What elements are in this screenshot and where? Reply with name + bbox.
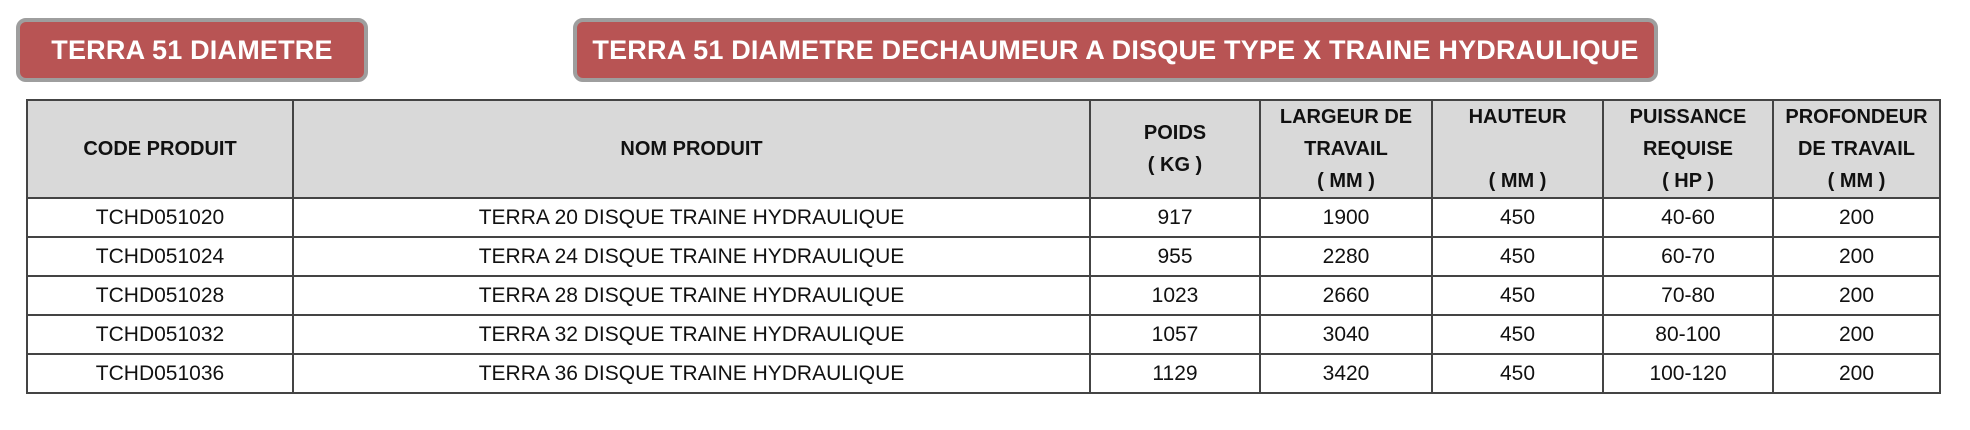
table-row xyxy=(27,276,1940,315)
table-row xyxy=(27,237,1940,276)
table-row xyxy=(27,354,1940,393)
cell-name: TERRA 28 DISQUE TRAINE HYDRAULIQUE xyxy=(293,276,1090,315)
cell-width: 3040 xyxy=(1260,315,1432,354)
table-row xyxy=(27,198,1940,237)
cell-power: 60-70 xyxy=(1603,237,1773,276)
cell-height: 450 xyxy=(1432,354,1603,393)
cell-power: 100-120 xyxy=(1603,354,1773,393)
cell-name: TERRA 32 DISQUE TRAINE HYDRAULIQUE xyxy=(293,315,1090,354)
cell-depth: 200 xyxy=(1773,237,1940,276)
cell-depth: 200 xyxy=(1773,276,1940,315)
header-nom-produit: NOM PRODUIT xyxy=(293,100,1090,198)
cell-width: 2280 xyxy=(1260,237,1432,276)
cell-name: TERRA 24 DISQUE TRAINE HYDRAULIQUE xyxy=(293,237,1090,276)
cell-code: TCHD051032 xyxy=(27,315,293,354)
cell-weight: 955 xyxy=(1090,237,1260,276)
cell-weight: 1057 xyxy=(1090,315,1260,354)
cell-power: 80-100 xyxy=(1603,315,1773,354)
header-largeur-de-travail: LARGEUR DE TRAVAIL ( MM ) xyxy=(1260,100,1432,198)
product-title-badge xyxy=(573,18,1658,82)
cell-name: TERRA 20 DISQUE TRAINE HYDRAULIQUE xyxy=(293,198,1090,237)
cell-power: 40-60 xyxy=(1603,198,1773,237)
header-code-produit: CODE PRODUIT xyxy=(27,100,293,198)
product-title-text: TERRA 51 DIAMETRE DECHAUMEUR A DISQUE TYPE X TRAINE HYDRAULIQUE xyxy=(592,34,1639,65)
table-row xyxy=(27,315,1940,354)
cell-width: 3420 xyxy=(1260,354,1432,393)
cell-code: TCHD051024 xyxy=(27,237,293,276)
cell-width: 1900 xyxy=(1260,198,1432,237)
section-title-text: TERRA 51 DIAMETRE xyxy=(51,34,333,65)
product-table xyxy=(26,99,1941,394)
cell-weight: 1129 xyxy=(1090,354,1260,393)
cell-width: 2660 xyxy=(1260,276,1432,315)
cell-height: 450 xyxy=(1432,276,1603,315)
cell-code: TCHD051028 xyxy=(27,276,293,315)
cell-weight: 917 xyxy=(1090,198,1260,237)
cell-depth: 200 xyxy=(1773,354,1940,393)
cell-weight: 1023 xyxy=(1090,276,1260,315)
cell-code: TCHD051036 xyxy=(27,354,293,393)
header-hauteur: HAUTEUR ( MM ) xyxy=(1432,100,1603,198)
cell-height: 450 xyxy=(1432,237,1603,276)
cell-height: 450 xyxy=(1432,315,1603,354)
section-title-badge xyxy=(16,18,368,82)
header-poids: POIDS ( KG ) xyxy=(1090,100,1260,198)
cell-code: TCHD051020 xyxy=(27,198,293,237)
cell-name: TERRA 36 DISQUE TRAINE HYDRAULIQUE xyxy=(293,354,1090,393)
cell-height: 450 xyxy=(1432,198,1603,237)
table-header-row xyxy=(27,100,1940,198)
cell-depth: 200 xyxy=(1773,315,1940,354)
header-profondeur-de-travail: PROFONDEUR DE TRAVAIL ( MM ) xyxy=(1773,100,1940,198)
cell-depth: 200 xyxy=(1773,198,1940,237)
header-puissance-requise: PUISSANCE REQUISE ( HP ) xyxy=(1603,100,1773,198)
cell-power: 70-80 xyxy=(1603,276,1773,315)
